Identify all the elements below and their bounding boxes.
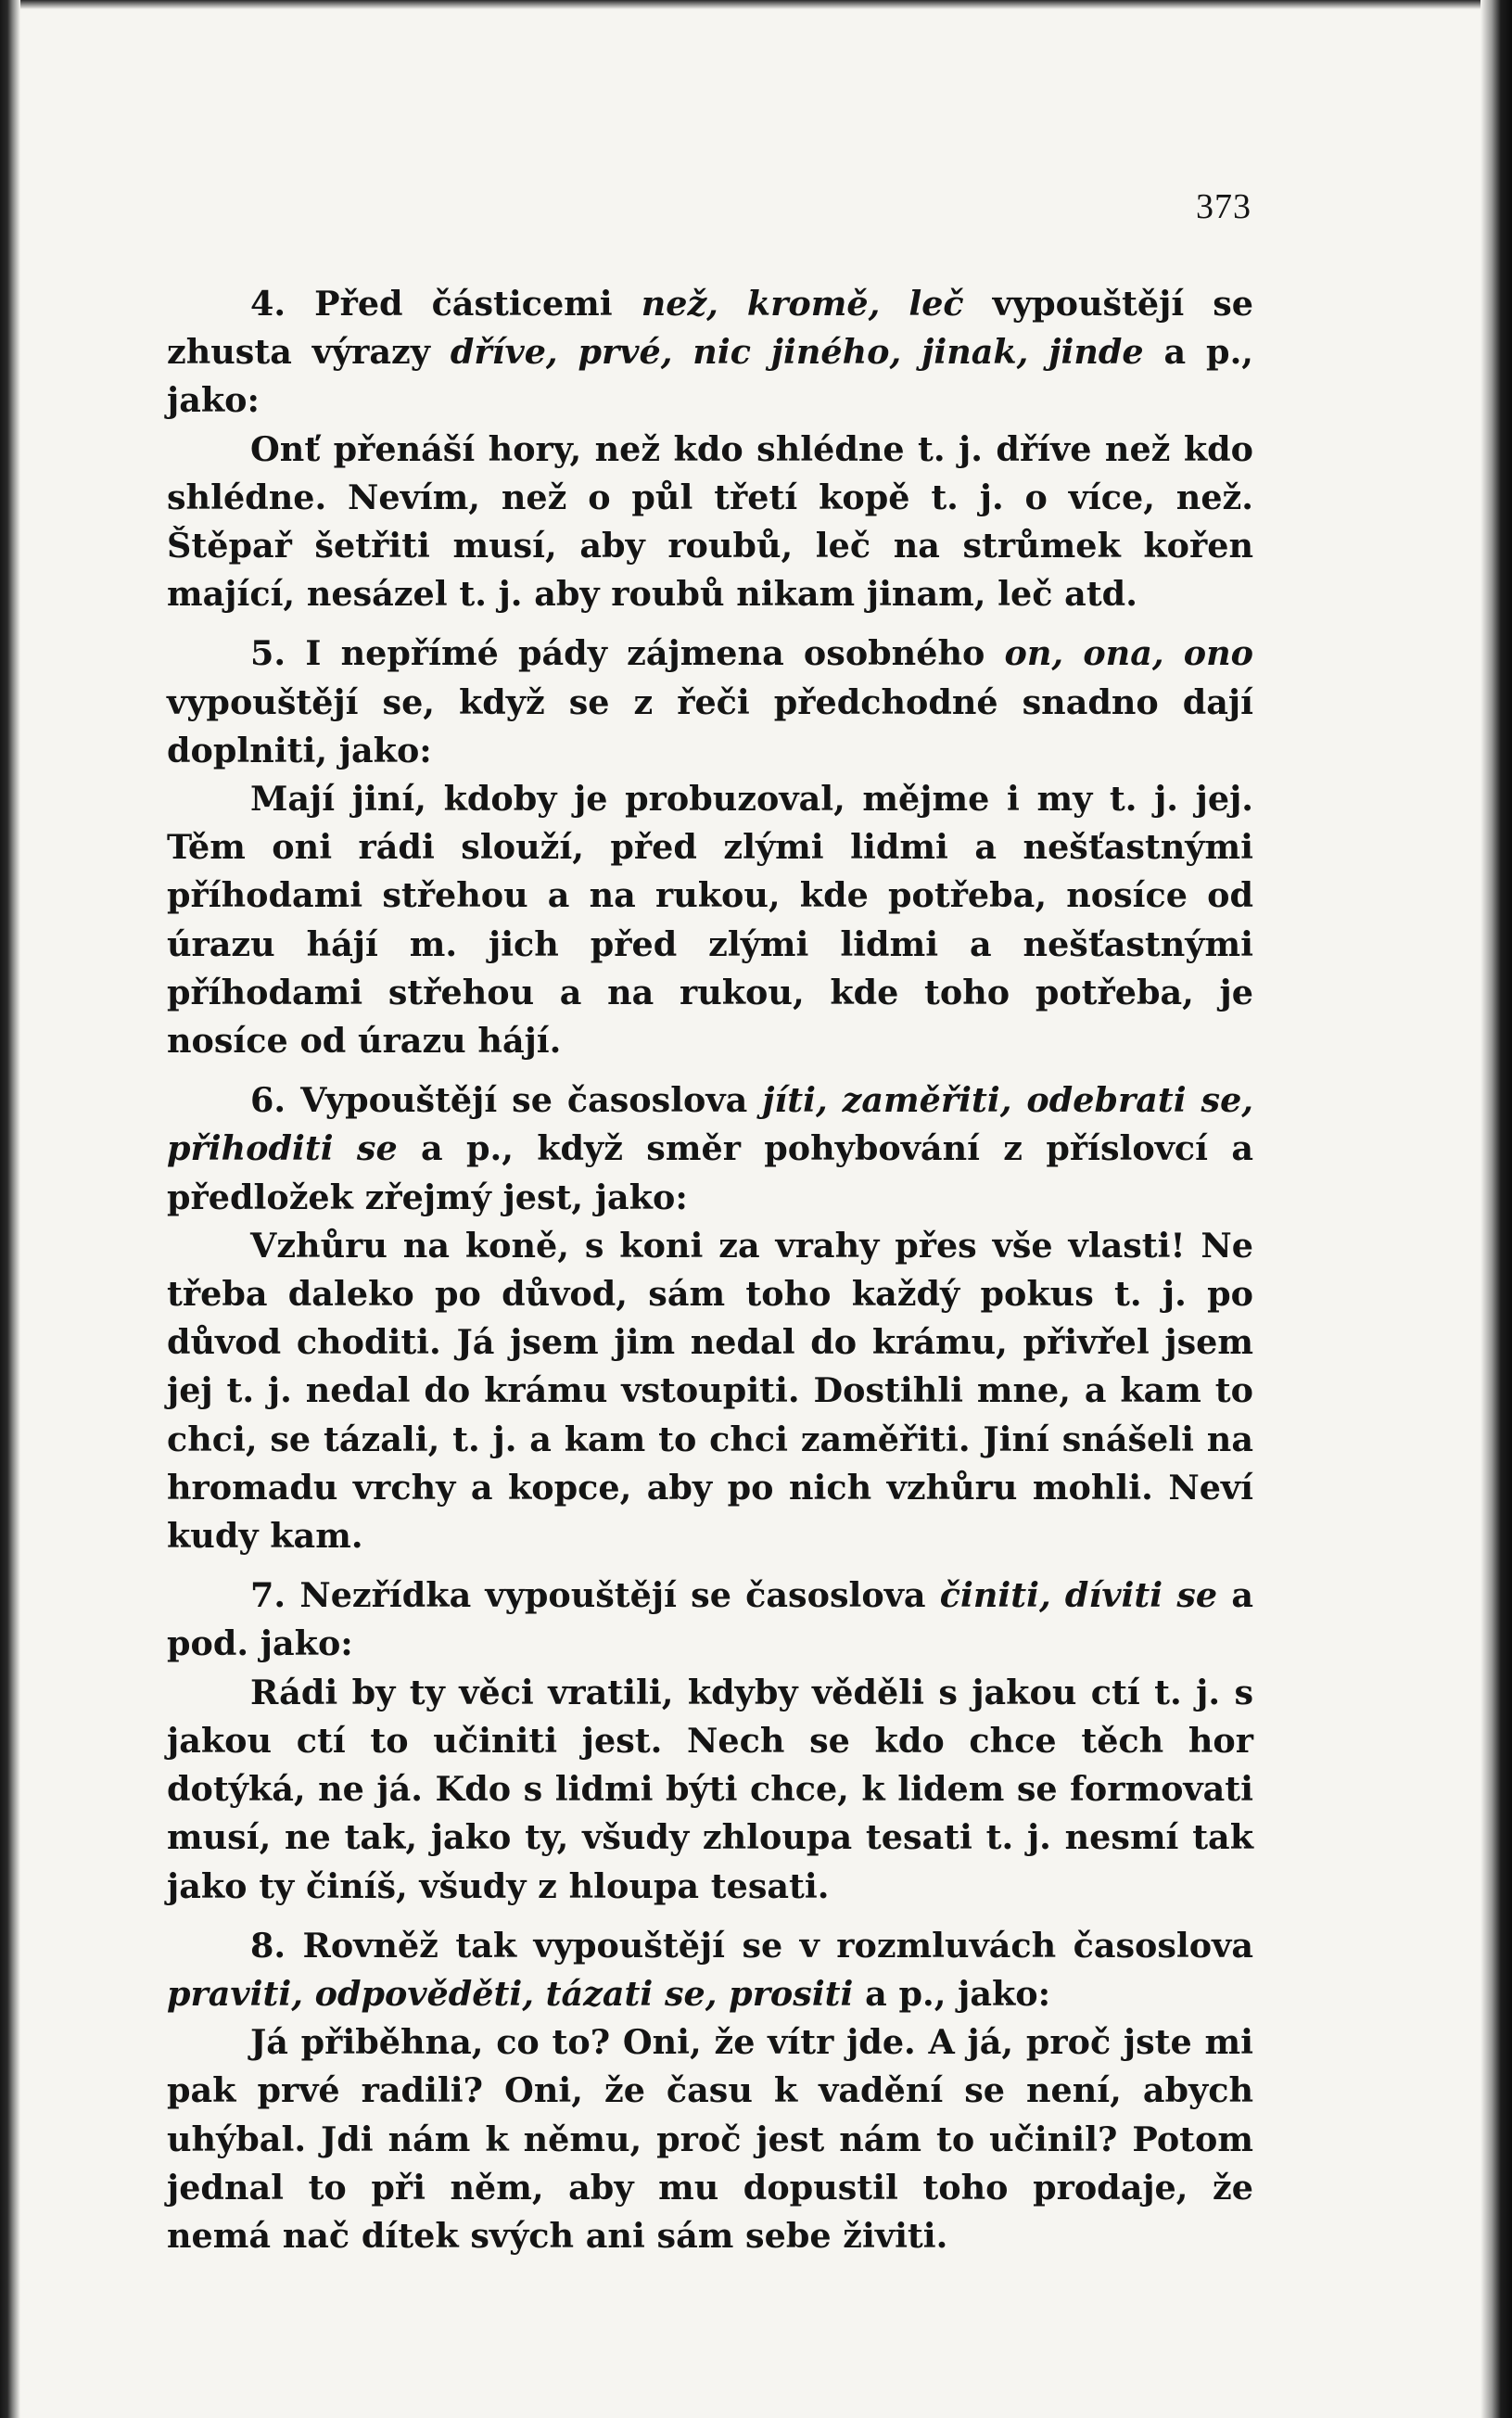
italic-term: dříve, prvé, nic jiného, jinak, jinde bbox=[450, 332, 1144, 373]
section-5-example: Mají jiní, kdoby je probuzoval, mějme i my t. j. jej. Těm oni rádi slouží, před zlými lidmi a nešťastnými příhodami střehou a na rukou, kde potřeba, nosíce od úrazu hájí m. jich před zlými lidmi a nešťastnými příhodami střehou a na rukou, kde toho potřeba, je nosíce od úrazu hájí. bbox=[167, 779, 1253, 1062]
italic-term: než, kromě, leč bbox=[641, 284, 964, 324]
section-6-example: Vzhůru na koně, s koni za vrahy přes vše vlasti! Ne třeba daleko po důvod, sám toho každý pokus t. j. po důvod choditi. Já jsem jim nedal do krámu, přivřel jsem jej t. j. nedal do krámu vstoupiti. Dostihli mne, a kam to chci, se tázali, t. j. a kam to chci zaměřiti. Jiní snášeli na hromadu vrchy a kopce, aby po nich vzhůru mohli. Neví kudy kam. bbox=[167, 1225, 1253, 1557]
italic-term: on, ona, ono bbox=[1004, 633, 1253, 674]
section-number: 6. bbox=[250, 1080, 286, 1121]
section-number: 5. bbox=[250, 633, 286, 674]
page-number: 373 bbox=[1196, 187, 1252, 226]
body-text bbox=[167, 280, 1253, 2260]
section-5-rule: 5. I nepřímé pády zájmena osobného on, ona, ono vypouštějí se, když se z řeči předchodné snadno dají doplniti, jako: bbox=[167, 633, 1253, 770]
section-number: 8. bbox=[250, 1925, 286, 1966]
section-4-rule: 4. Před částicemi než, kromě, leč vypouštějí se zhusta výrazy dříve, prvé, nic jiného, jinak, jinde a p., jako: bbox=[167, 284, 1253, 421]
italic-term: praviti, odpověděti, tázati se, prositi bbox=[167, 1973, 854, 2014]
section-number: 4. bbox=[250, 284, 286, 324]
page-top-edge-shadow bbox=[0, 0, 1512, 9]
italic-term: činiti, díviti se bbox=[939, 1575, 1218, 1616]
page-left-edge-shadow bbox=[0, 0, 20, 2418]
section-7-example: Rádi by ty věci vratili, kdyby věděli s jakou ctí t. j. s jakou ctí to učiniti jest. Nech se kdo chce těch hor dotýká, ne já. Kdo s lidmi býti chce, k lidem se formovati musí, ne tak, jako ty, všudy zhloupa tesati t. j. nesmí tak jako ty činíš, všudy z hloupa tesati. bbox=[167, 1672, 1253, 1906]
section-8-example: Já přiběhna, co to? Oni, že vítr jde. A já, proč jste mi pak prvé radili? Oni, že času k vadění se není, abych uhýbal. Jdi nám k němu, proč jest nám to učinil? Potom jednal to při něm, aby mu dopustil toho prodaje, že nemá nač dítek svých ani sám sebe živiti. bbox=[167, 2022, 1253, 2256]
section-number: 7. bbox=[250, 1575, 286, 1616]
section-8-rule: 8. Rovněž tak vypouštějí se v rozmluvách časoslova praviti, odpověděti, tázati se, prositi a p., jako: bbox=[167, 1925, 1253, 2014]
section-7-rule: 7. Nezřídka vypouštějí se časoslova činiti, díviti se a pod. jako: bbox=[167, 1575, 1253, 1664]
italic-term: jíti, zaměřiti, odebrati se, přihoditi se bbox=[167, 1080, 1254, 1169]
page-right-edge-shadow bbox=[1480, 0, 1512, 2418]
section-4-example: Onť přenáší hory, než kdo shlédne t. j. dříve než kdo shlédne. Nevím, než o půl třetí kopě t. j. o více, než. Štěpař šetřiti musí, aby roubů, leč na strůmek kořen mající, nesázel t. j. aby roubů nikam jinam, leč atd. bbox=[167, 428, 1253, 615]
section-6-rule: 6. Vypouštějí se časoslova jíti, zaměřiti, odebrati se, přihoditi se a p., když směr pohybování z příslovcí a předložek zřejmý jest, jako: bbox=[167, 1080, 1254, 1217]
